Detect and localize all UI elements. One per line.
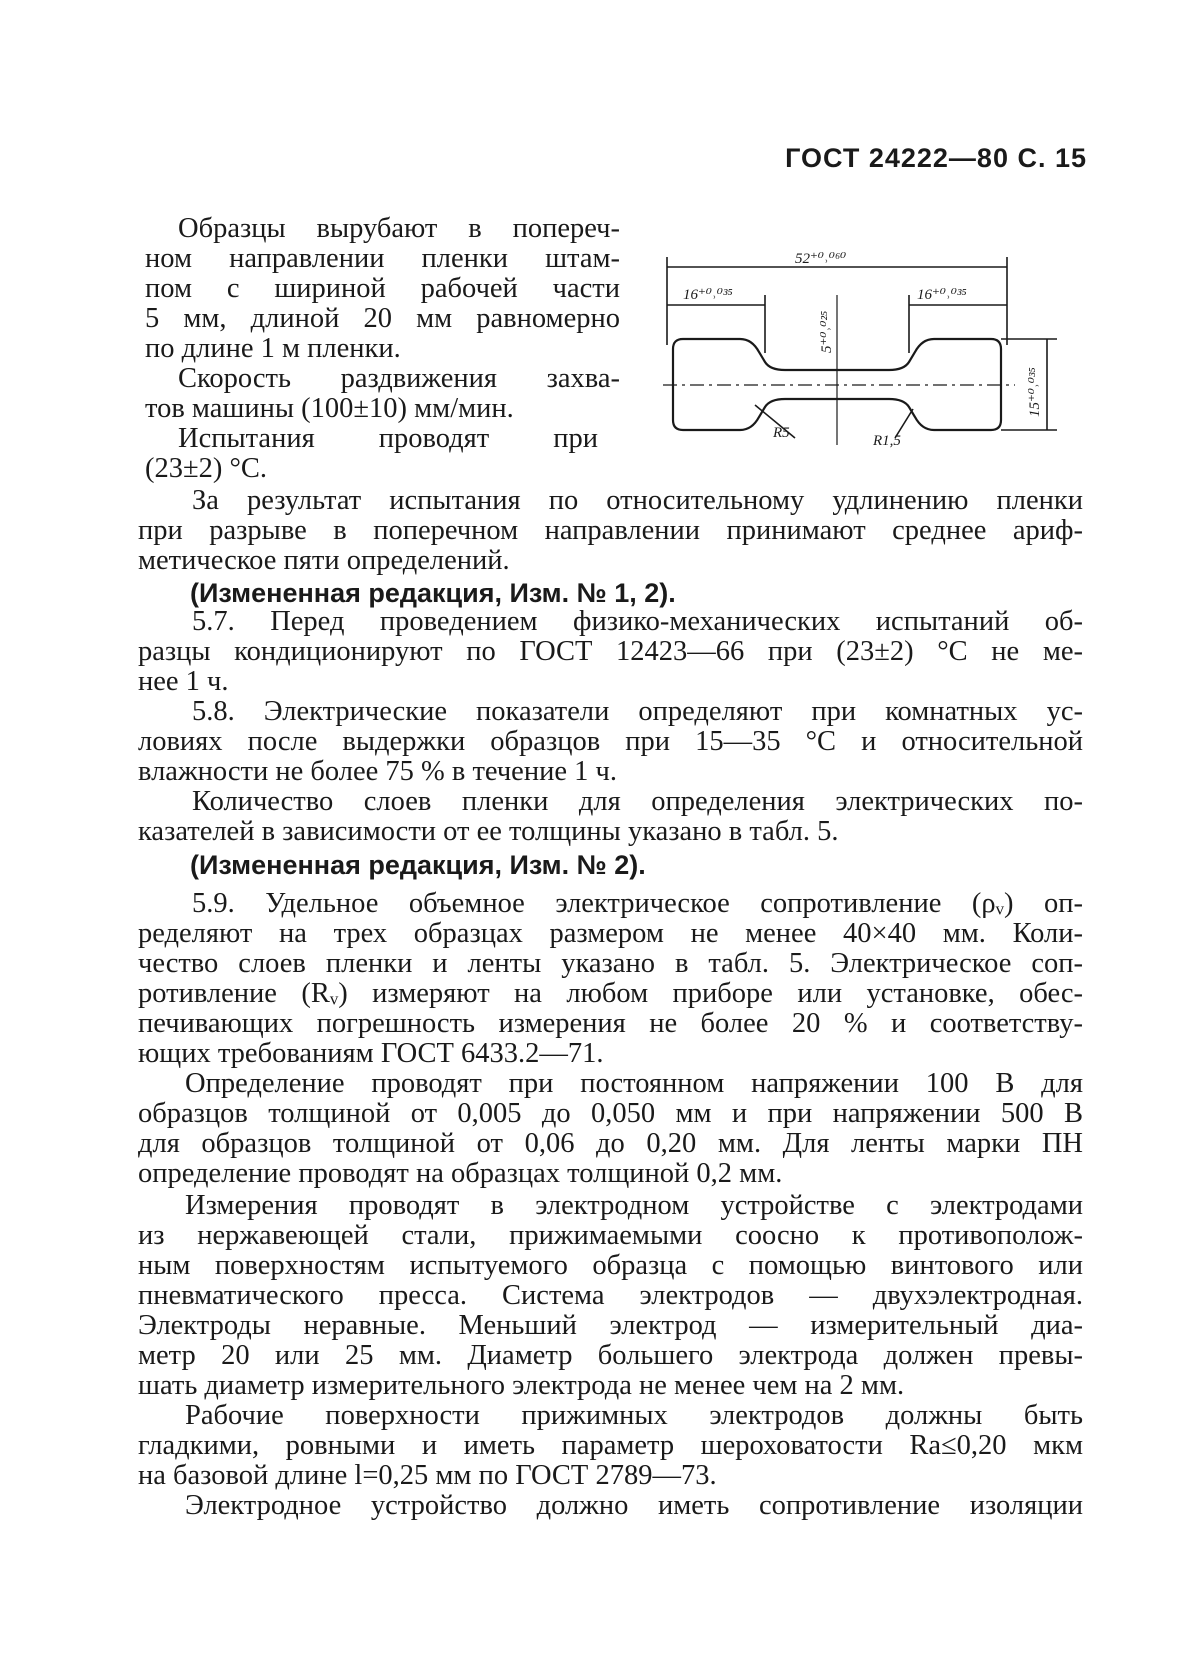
text-line: 5.8. Электрические показатели определяют при комнатных ус- [192, 696, 1083, 727]
dim-left-label: 16⁺⁰˒⁰³⁵ [683, 287, 733, 303]
text-line: на базовой длине l=0,25 мм по ГОСТ 2789—73. [138, 1460, 717, 1491]
page-header: ГОСТ 24222—80 С. 15 [785, 143, 1087, 173]
text-line: ловиях после выдержки образцов при 15—35 °С и относительной [138, 726, 1083, 757]
text-line: метр 20 или 25 мм. Диаметр большего электрода должен превы- [138, 1340, 1083, 1371]
text-line: гладкими, ровными и иметь параметр шероховатости Ra≤0,20 мкм [138, 1430, 1083, 1461]
text-line: За результат испытания по относительному удлинению пленки [192, 485, 1083, 516]
text-line: Электродное устройство должно иметь сопротивление изоляции [185, 1490, 1083, 1521]
dim-right-label: 16⁺⁰˒⁰³⁵ [917, 287, 967, 303]
dim-total-label: 52⁺⁰˒⁰⁶⁰ [795, 251, 847, 267]
text-line: определение проводят на образцах толщиной 0,2 мм. [138, 1158, 783, 1189]
text-line: для образцов толщиной от 0,06 до 0,20 мм. Для ленты марки ПН [138, 1128, 1083, 1159]
text-line: пом с шириной рабочей части [145, 273, 620, 304]
text-line: разцы кондиционируют по ГОСТ 12423—66 при (23±2) °С не ме- [138, 636, 1083, 667]
text-line: Испытания проводят при [178, 423, 598, 454]
text-line: метическое пяти определений. [138, 545, 510, 576]
text-line: из нержавеющей стали, прижимаемыми соосно к противополож- [138, 1220, 1083, 1251]
text-line: нее 1 ч. [138, 666, 229, 697]
text-line: ным поверхностям испытуемого образца с помощью винтового или [138, 1250, 1083, 1281]
text-line: влажности не более 75 % в течение 1 ч. [138, 756, 617, 787]
text-line: (23±2) °С. [145, 453, 268, 484]
text-line: 5 мм, длиной 20 мм равномерно [145, 303, 620, 334]
text-line: чество слоев пленки и ленты указано в табл. 5. Электрическое соп- [138, 948, 1083, 979]
text-line: печивающих погрешность измерения не более 20 % и соответству- [138, 1008, 1083, 1039]
text-line: ротивление (Rᵥ) измеряют на любом приборе или установке, обес- [138, 978, 1083, 1009]
text-line: ределяют на трех образцах размером не менее 40×40 мм. Коли- [138, 918, 1083, 949]
text-line: 5.9. Удельное объемное электрическое сопротивление (ρᵥ) оп- [192, 888, 1083, 919]
text-line: 5.7. Перед проведением физико-механических испытаний об- [192, 606, 1083, 637]
text-line: Количество слоев пленки для определения электрических по- [192, 786, 1083, 817]
text-line: ющих требованиям ГОСТ 6433.2—71. [138, 1038, 604, 1069]
text-line: Определение проводят при постоянном напряжении 100 В для [185, 1068, 1083, 1099]
text-line: при разрыве в поперечном направлении принимают среднее ариф- [138, 515, 1083, 546]
text-line: шать диаметр измерительного электрода не менее чем на 2 мм. [138, 1370, 905, 1401]
text-line: тов машины (100±10) мм/мин. [145, 393, 514, 424]
dim-height-label: 15⁺⁰˒⁰³⁵ [1027, 367, 1043, 417]
specimen-drawing [655, 235, 1075, 460]
text-line: казателей в зависимости от ее толщины указано в табл. 5. [138, 816, 839, 847]
text-line: образцов толщиной от 0,005 до 0,050 мм и при напряжении 500 В [138, 1098, 1083, 1129]
radius-left-label: R5 [773, 425, 790, 441]
text-line: по длине 1 м пленки. [145, 333, 401, 364]
text-line: Скорость раздвижения захва- [178, 363, 620, 394]
dim-center-label: 5⁺⁰˒⁰²⁵ [819, 310, 835, 353]
radius-right-label: R1,5 [873, 433, 901, 449]
text-line: Рабочие поверхности прижимных электродов должны быть [185, 1400, 1083, 1431]
text-line: пневматического пресса. Система электродов — двухэлектродная. [138, 1280, 1083, 1311]
text-line: Измерения проводят в электродном устройстве с электродами [185, 1190, 1083, 1221]
amendment-note: (Измененная редакция, Изм. № 2). [190, 850, 646, 880]
amendment-note: (Измененная редакция, Изм. № 1, 2). [190, 578, 676, 608]
text-line: Электроды неравные. Меньший электрод — измерительный диа- [138, 1310, 1083, 1341]
text-line: ном направлении пленки штам- [145, 243, 620, 274]
text-line: Образцы вырубают в попереч- [178, 213, 620, 244]
